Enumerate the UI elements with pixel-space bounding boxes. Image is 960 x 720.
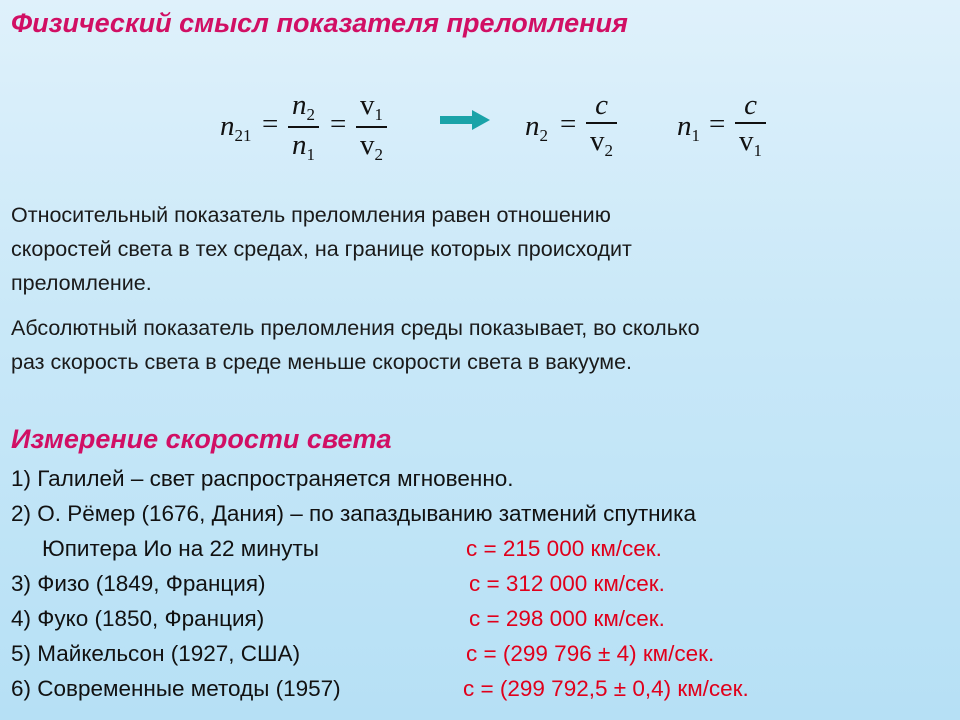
speed-value: с = 298 000 км/сек. (469, 606, 665, 631)
formula-n21-lhs: $n_{21}$ (220, 110, 252, 145)
fraction-c-v2: c $v_2$ (586, 88, 617, 162)
paragraph-absolute-index (11, 311, 700, 379)
fraction-v1-v2: $v_1$ $v_2$ (356, 88, 387, 166)
speed-value: с = (299 792,5 ± 0,4) км/сек. (463, 676, 749, 701)
list-item: 5) Майкельсон (1927, США) (11, 641, 301, 666)
formula-eq2: = (330, 108, 347, 140)
formula-n2-lhs: $n_2$ (525, 110, 548, 145)
speed-value: с = 312 000 км/сек. (469, 571, 665, 596)
text-line: скоростей света в тех средах, на границе которых происходит (11, 237, 632, 261)
text-line: Абсолютный показатель преломления среды показывает, во сколько (11, 316, 700, 340)
slide-title: Физический смысл показателя преломления (11, 8, 628, 38)
formulas-block (0, 80, 960, 180)
paragraph-relative-index (11, 198, 632, 300)
text-line: преломление. (11, 271, 152, 295)
right-arrow-icon (440, 110, 490, 130)
formula-eq: = (709, 108, 726, 140)
formula-eq: = (262, 108, 279, 140)
formula-eq: = (560, 108, 577, 140)
section-heading: Измерение скорости света (11, 424, 392, 454)
list-item: Юпитера Ио на 22 минуты (42, 536, 319, 561)
list-item: 2) О. Рёмер (1676, Дания) – по запаздыванию затмений спутника (11, 501, 696, 526)
speed-value: с = (299 796 ± 4) км/сек. (466, 641, 715, 666)
list-item: 6) Современные методы (1957) (11, 676, 341, 701)
list-item: 1) Галилей – свет распространяется мгновенно. (11, 466, 514, 491)
fraction-c-v1: c $v_1$ (735, 88, 766, 162)
fraction-n2-n1: $n_2$ $n_1$ (288, 88, 319, 166)
list-item: 3) Физо (1849, Франция) (11, 571, 266, 596)
speed-value: с = 215 000 км/сек. (466, 536, 662, 561)
formula-n1-lhs: $n_1$ (677, 110, 700, 145)
text-line: раз скорость света в среде меньше скорости света в вакууме. (11, 350, 633, 374)
text-line: Относительный показатель преломления равен отношению (11, 203, 611, 227)
list-item: 4) Фуко (1850, Франция) (11, 606, 265, 631)
